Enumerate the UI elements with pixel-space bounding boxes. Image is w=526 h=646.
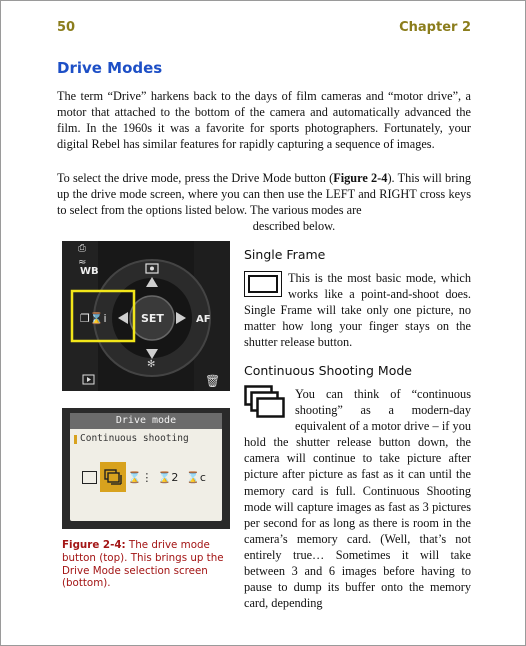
page-number: 50: [57, 20, 76, 35]
section-title: Drive Modes: [57, 59, 163, 77]
af-label: AF: [196, 314, 211, 325]
lcd-mode-2-label: 2: [171, 470, 179, 484]
continuous-shooting-heading: Continuous Shooting Mode: [244, 363, 412, 378]
continuous-shooting-text: [244, 386, 471, 611]
page-header: [57, 20, 471, 38]
selection-marker: [74, 435, 77, 444]
single-frame-description: This is the most basic mode, which works like a point-and-shoot does. Single Frame will take only one picture, no matter how long your finger stays on the shutter release button.: [244, 271, 471, 350]
single-frame-text: [244, 270, 471, 350]
instruction-text-tail: described below.: [252, 219, 336, 234]
lcd-screen: [70, 413, 222, 521]
instruction-paragraph: [57, 170, 471, 234]
lcd-mode-self-timer-2: ⌛ 2: [157, 470, 179, 484]
svg-text:⎙: ⎙: [78, 243, 86, 254]
svg-text:🗑: 🗑: [205, 374, 221, 388]
chapter-label: Chapter 2: [399, 20, 471, 35]
instruction-text-end: ). This will bring up the drive mode screen, where you can then use the LEFT and RIGHT cross keys to select from the options listed below. The various modes are: [57, 171, 471, 218]
svg-text:≈: ≈: [78, 257, 87, 268]
lcd-mode-self-timer-10: ⌛⋮: [127, 470, 153, 484]
lcd-mode-single: [78, 462, 100, 492]
figure-reference: Figure 2-4: [333, 171, 388, 185]
wb-label: WB: [80, 266, 99, 277]
camera-back-photo: [62, 241, 230, 391]
lcd-mode-self-timer-continuous: ⌛ c: [186, 470, 206, 484]
intro-paragraph: The term “Drive” harkens back to the days of film cameras and “motor drive”, a motor that attached to the bottom of the camera and automatically advanced the film. In the 1960s it was a favorite for sports photographers. Fortunately, your digital Rebel has similar features for rapidly capturing a sequence of images.: [57, 89, 471, 152]
lcd-selected-option: Continuous shooting: [80, 433, 189, 444]
figure-caption-text: The drive mode button (top). This brings up the Drive Mode selection screen (bottom).: [62, 539, 224, 590]
set-label: SET: [141, 312, 164, 325]
camera-back-illustration: [62, 241, 230, 391]
lcd-mode-continuous-selected: [100, 462, 126, 492]
single-frame-heading: Single Frame: [244, 247, 326, 262]
lcd-mode-row: [78, 461, 216, 493]
svg-text:✻: ✻: [147, 359, 156, 370]
instruction-text-start: To select the drive mode, press the Drive Mode button (: [57, 171, 334, 185]
svg-text:❐⌛i: ❐⌛i: [80, 312, 107, 325]
figure-caption-label: Figure 2-4:: [62, 539, 126, 551]
continuous-shooting-description: You can think of “continuous shooting” as a modern-day equivalent of a motor drive – if you hold the shutter release button down, the camera will continue to take picture after picture after picture as fast as it can until the memory card is full. Continuous Shooting mode will capture images as fast as 3 pictures per second for as long as there is room in the camera’s memory card. (Well, that’s not entirely true… Sometimes it will take between 3 and 6 images before having to pause to dump its buffer onto the memory card, depending: [244, 387, 471, 611]
figure-caption: [62, 539, 240, 590]
lcd-mode-c-label: c: [199, 470, 206, 484]
lcd-screen-photo: [62, 408, 230, 529]
lcd-title: Drive mode: [70, 413, 222, 429]
